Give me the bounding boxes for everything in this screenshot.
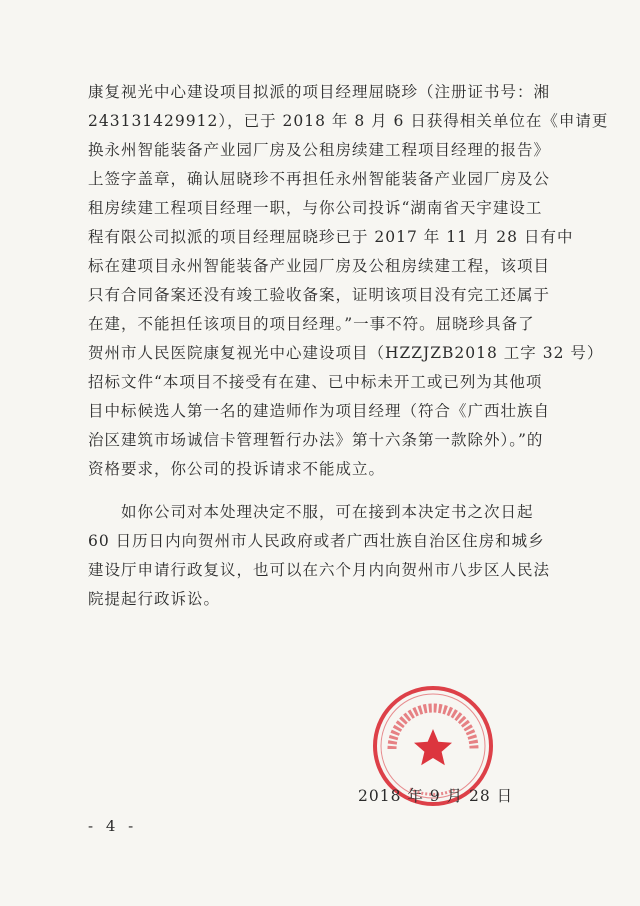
text-line: 换永州智能装备产业园厂房及公租房续建工程项目经理的报告》	[88, 141, 551, 159]
paragraph-appeal-notice	[88, 498, 588, 614]
text-line: 在建，不能担任该项目的项目经理。”一事不符。屈晓珍具备了	[88, 315, 535, 333]
text-line: 标在建项目永州智能装备产业园厂房及公租房续建工程，该项目	[88, 257, 551, 275]
text-line: 目中标候选人第一名的建造师作为项目经理（符合《广西壮族自	[88, 402, 551, 420]
text-line: 租房续建工程项目经理一职，与你公司投诉“湖南省天宇建设工	[88, 199, 543, 217]
text-line: 贺州市人民医院康复视光中心建设项目（HZZJZB2018 工字 32 号）	[88, 344, 604, 362]
text-line: 60 日历日内向贺州市人民政府或者广西壮族自治区住房和城乡	[88, 532, 545, 550]
text-line: 如你公司对本处理决定不服，可在接到本决定书之次日起	[88, 503, 534, 521]
page-number: - 4 -	[88, 817, 138, 835]
paragraph-gap	[88, 484, 588, 498]
text-line: 程有限公司拟派的项目经理屈晓珍已于 2017 年 11 月 28 日有中	[88, 228, 574, 246]
text-line: 上签字盖章，确认屈晓珍不再担任永州智能装备产业园厂房及公	[88, 170, 551, 188]
text-line: 资格要求，你公司的投诉请求不能成立。	[88, 460, 386, 478]
text-line: 243131429912），已于 2018 年 8 月 6 日获得相关单位在《申请更	[88, 112, 609, 130]
text-line: 只有合同备案还没有竣工验收备案，证明该项目没有完工还属于	[88, 286, 551, 304]
paragraph-decision-reason	[88, 78, 609, 484]
seal-star	[414, 729, 452, 765]
signing-date: 2018 年 9 月 28 日	[358, 787, 514, 805]
text-line: 招标文件“本项目不接受有在建、已中标未开工或已列为其他项	[88, 373, 543, 391]
document-body	[88, 78, 609, 614]
text-line: 建设厅申请行政复议，也可以在六个月内向贺州市八步区人民法	[88, 561, 551, 579]
text-line: 治区建筑市场诚信卡管理暂行办法》第十六条第一款除外）。”的	[88, 431, 544, 449]
text-line: 院提起行政诉讼。	[88, 590, 221, 608]
text-line: 康复视光中心建设项目拟派的项目经理屈晓珍（注册证书号：湘	[88, 83, 551, 101]
